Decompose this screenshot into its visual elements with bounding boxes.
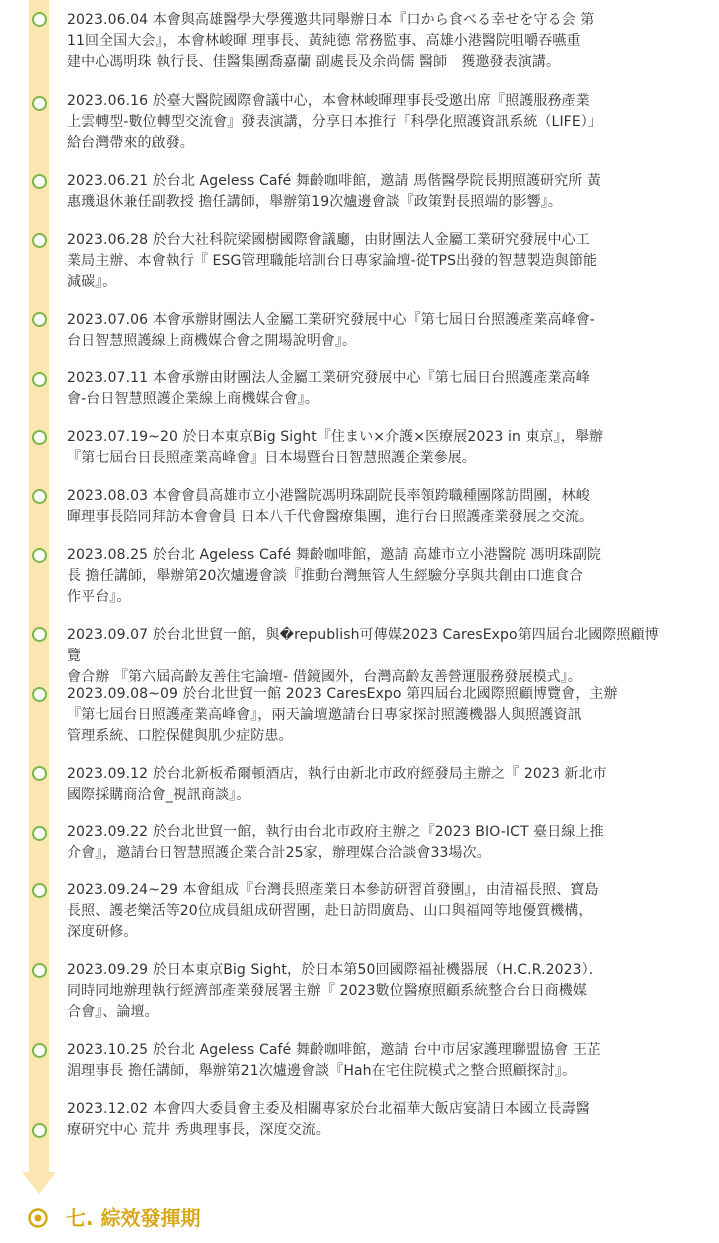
event-text: 2023.09.29 於日本東京Big Sight，於日本第50回國際福祉機器展（H.C.R.2023）． 同時同地辦理執行經濟部產業發展署主辦『 2023數位醫療照顧系統整合台日商機媒 合會』、論壇。 xyxy=(67,962,603,1020)
event-text: 2023.09.12 於台北新板希爾頓酒店，執行由新北市政府經發局主辦之『 2023 新北市 國際採購商洽會_視訊商談』。 xyxy=(67,766,607,803)
event-text: 2023.07.11 本會承辦由財團法人金屬工業研究發展中心『第七屆日台照護產業高峰 會-台日智慧照護企業線上商機媒合會』。 xyxy=(67,370,590,407)
circle-marker-icon xyxy=(32,489,47,504)
section-title: 七. 綜效發揮期 xyxy=(66,1206,201,1230)
circle-marker-icon xyxy=(32,883,47,898)
timeline-arrow-icon xyxy=(22,1172,56,1194)
event-text: 2023.09.07 於台北世貿一館，與�republish可傳媒2023 CaresExpo第四屆台北國際照顧博覽 會合辦 『第六屆高齡友善住宅論壇- 借鏡國外，台灣高齡友善營運服務發展模式』。 xyxy=(67,627,659,685)
circle-marker-icon xyxy=(32,312,47,327)
event-text: 2023.09.24~29 本會組成『台灣長照產業日本參訪研習首發團』，由清福長照、寶島 長照、護老樂活等20位成員組成研習團，赴日訪問廣島、山口與福岡等地優質機構， 深度研修。 xyxy=(67,882,599,940)
circle-marker-icon xyxy=(32,627,47,642)
circle-marker-icon xyxy=(32,1043,47,1058)
circle-marker-icon xyxy=(32,96,47,111)
circle-marker-icon xyxy=(32,12,47,27)
event-text: 2023.12.02 本會四大委員會主委及相關專家於台北福華大飯店宴請日本國立長壽醫 療研究中心 荒井 秀典理事長，深度交流。 xyxy=(67,1101,590,1138)
event-text: 2023.06.04 本會與高雄醫學大學獲邀共同舉辦日本『口から食べる幸せを守る会 第 11回全国大会』，本會林峻暉 理事長、黃純德 常務監事、高雄小港醫院咀嚼吞嚥重 建中心馮明珠 執行長、佳醫集團喬嘉蘭 副處長及余尚儒 醫師 獲邀發表演講。 xyxy=(67,12,595,70)
section-header xyxy=(28,1203,428,1233)
circle-marker-icon xyxy=(32,826,47,841)
circle-marker-icon xyxy=(32,963,47,978)
event-text: 2023.06.16 於臺大醫院國際會議中心，本會林峻暉理事長受邀出席『照護服務產業 上雲轉型-數位轉型交流會』發表演講，分享日本推行「科學化照護資訊系統（LIFE）」 給台灣帶來的啟發。 xyxy=(67,93,602,151)
event-text: 2023.07.06 本會承辦財團法人金屬工業研究發展中心『第七屆日台照護產業高峰會- 台日智慧照護線上商機媒合會之開場說明會』。 xyxy=(67,312,595,349)
circle-marker-icon xyxy=(32,687,47,702)
event-text: 2023.08.25 於台北 Ageless Café 舞齡咖啡館，邀請 高雄市立小港醫院 馮明珠副院 長 擔任講師，舉辦第20次爐邊會談『推動台灣無管人生經驗分享與共創由口進食合 作平台』。 xyxy=(67,547,602,605)
circle-marker-icon xyxy=(32,548,47,563)
event-text: 2023.06.28 於台大社科院梁國樹國際會議廳，由財團法人金屬工業研究發展中心工 業局主辦、本會執行『 ESG管理職能培訓台日專家論壇-從TPS出發的智慧製造與節能 減碳』。 xyxy=(67,232,598,290)
circle-marker-icon xyxy=(32,430,47,445)
event-text: 2023.09.22 於台北世貿一館，執行由台北市政府主辦之『2023 BIO-ICT 臺日線上推 介會』，邀請台日智慧照護企業合計25家，辦理媒合洽談會33場次。 xyxy=(67,824,604,861)
event-text: 2023.07.19~20 於日本東京Big Sight『住まい×介護×医療展2023 in 東京』，舉辦 『第七屆台日長照產業高峰會』日本場暨台日智慧照護企業參展。 xyxy=(67,429,604,466)
circle-marker-icon xyxy=(32,174,47,189)
circle-marker-icon xyxy=(32,1123,47,1138)
event-text: 2023.08.03 本會會員高雄市立小港醫院馮明珠副院長率領跨職種團隊訪問團，林峻 暉理事長陪同拜訪本會會員 日本八千代會醫療集團，進行台日照護產業發展之交流。 xyxy=(67,488,594,525)
circle-marker-icon xyxy=(32,372,47,387)
target-icon xyxy=(28,1208,48,1228)
event-text: 2023.09.08~09 於台北世貿一館 2023 CaresExpo 第四屆台北國際照顧博覽會，主辦 『第七屆台日照護產業高峰會』，兩天論壇邀請台日專家探討照護機器人與照護資訊 管理系統、口腔保健與肌少症防患。 xyxy=(67,686,618,744)
circle-marker-icon xyxy=(32,233,47,248)
event-text: 2023.06.21 於台北 Ageless Café 舞齡咖啡館，邀請 馬偕醫學院長期照護研究所 黃 惠璣退休兼任副教授 擔任講師，舉辦第19次爐邊會談『政策對長照端的影響』。 xyxy=(67,173,602,210)
circle-marker-icon xyxy=(32,766,47,781)
event-text: 2023.10.25 於台北 Ageless Café 舞齡咖啡館，邀請 台中市居家護理聯盟協會 王芷 湄理事長 擔任講師，舉辦第21次爐邊會談『Hah在宅住院模式之整合照顧探討』。 xyxy=(67,1042,602,1079)
